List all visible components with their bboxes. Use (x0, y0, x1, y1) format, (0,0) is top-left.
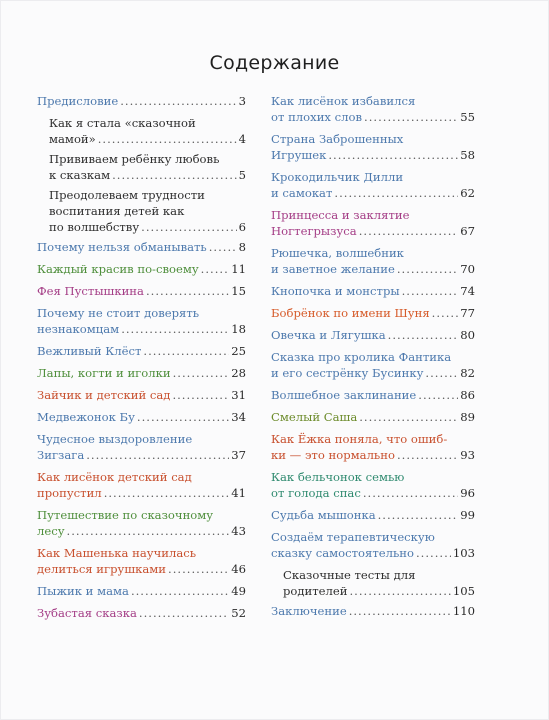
page-number: 49 (231, 584, 246, 598)
toc-entry (37, 283, 246, 299)
toc-entry-title-line: и заветное желание (271, 262, 395, 276)
toc-entry-title-line: Прививаем ребёнку любовь (49, 152, 220, 166)
toc-entry-title-line: Как лисёнок детский сад (37, 470, 192, 484)
toc-entry-title-line: пропустил (37, 486, 102, 500)
dot-leader (334, 185, 458, 201)
page-number: 34 (231, 410, 246, 424)
toc-column-left (37, 93, 246, 627)
toc-entry-title-line: Зайчик и детский сад (37, 388, 171, 402)
toc-entry-title-line: Игрушек (271, 148, 327, 162)
page-number: 110 (452, 604, 475, 618)
toc-entry-title-line: родителей (283, 584, 348, 598)
dot-leader (418, 387, 458, 403)
page-number: 8 (238, 240, 246, 254)
page-number: 58 (460, 148, 475, 162)
toc-entry (271, 207, 475, 239)
toc-entry-last-line (49, 167, 246, 183)
toc-entry-last-line (37, 93, 246, 109)
dot-leader (121, 321, 229, 337)
toc-entry (37, 431, 246, 463)
toc-entry-title-line: Как Ёжка поняла, что ошиб- (271, 432, 448, 446)
toc-entry-title-line: к сказкам (49, 168, 111, 182)
toc-entry (37, 261, 246, 277)
page-number: 4 (238, 132, 246, 146)
toc-entry-title-line: Фея Пустышкина (37, 284, 144, 298)
toc-entry-last-line (37, 343, 246, 359)
dot-leader (168, 561, 229, 577)
toc-entry-last-line (49, 131, 246, 147)
toc-entry-last-line (37, 283, 246, 299)
page-number: 93 (460, 448, 475, 462)
toc-entry (271, 349, 475, 381)
toc-entry-last-line (271, 387, 475, 403)
dot-leader (397, 447, 458, 463)
page-number: 31 (231, 388, 246, 402)
toc-entry-title-line: Медвежонок Бу (37, 410, 135, 424)
toc-entry-title-line: Рюшечка, волшебник (271, 246, 404, 260)
page-number: 55 (460, 110, 475, 124)
toc-entry (37, 387, 246, 403)
dot-leader (402, 283, 459, 299)
dot-leader (139, 605, 229, 621)
dot-leader (363, 485, 458, 501)
dot-leader (349, 603, 451, 619)
dot-leader (350, 583, 451, 599)
toc-entry-title-line: Заключение (271, 604, 347, 618)
toc-entry-last-line (271, 507, 475, 523)
toc-entry (37, 365, 246, 381)
dot-leader (425, 365, 458, 381)
toc-entry-title-line: Кнопочка и монстры (271, 284, 400, 298)
toc-entry-last-line (271, 147, 475, 163)
dot-leader (172, 387, 229, 403)
toc-entry-title-line: и самокат (271, 186, 333, 200)
page-number: 5 (238, 168, 246, 182)
page-number: 77 (460, 306, 475, 320)
dot-leader (209, 239, 237, 255)
toc-entry-title-line: Волшебное заклинание (271, 388, 417, 402)
toc-entry-last-line (271, 409, 475, 425)
toc-entry (37, 93, 246, 109)
toc-entry-title-line: и его сестрёнку Бусинку (271, 366, 424, 380)
toc-entry-title-line: Предисловие (37, 94, 119, 108)
toc-entry-last-line (271, 223, 475, 239)
page-number: 28 (231, 366, 246, 380)
toc-subentry (283, 567, 475, 599)
toc-entry-last-line (271, 545, 475, 561)
toc-entry-title-line: Почему не стоит доверять (37, 306, 200, 320)
page-number: 80 (460, 328, 475, 342)
toc-entry-last-line (37, 387, 246, 403)
toc-entry (37, 343, 246, 359)
toc-entry (37, 545, 246, 577)
toc-entry (271, 603, 475, 619)
dot-leader (364, 109, 458, 125)
toc-entry (271, 327, 475, 343)
toc-subentry (49, 187, 246, 235)
page-number: 96 (460, 486, 475, 500)
toc-entry-title-line: мамой» (49, 132, 96, 146)
dot-leader (112, 167, 237, 183)
toc-entry-title-line: Зубастая сказка (37, 606, 137, 620)
toc-entry-title-line: ки — это нормально (271, 448, 395, 462)
toc-entry-last-line (37, 409, 246, 425)
toc-entry-last-line (271, 603, 475, 619)
toc-entry-title-line: Как Машенька научилась (37, 546, 197, 560)
toc-entry-title-line: сказку самостоятельно (271, 546, 414, 560)
dot-leader (378, 507, 459, 523)
toc-entry-title-line: Принцесса и заклятие (271, 208, 410, 222)
dot-leader (328, 147, 458, 163)
toc-entry (37, 507, 246, 539)
toc-entry-last-line (37, 485, 246, 501)
page-number: 37 (231, 448, 246, 462)
toc-entry-title-line: Вежливый Клёст (37, 344, 142, 358)
toc-entry-title-line: лесу (37, 524, 65, 538)
dot-leader (86, 447, 229, 463)
toc-entry-last-line (271, 261, 475, 277)
toc-entry-last-line (49, 219, 246, 235)
toc-entry-title-line: Создаём терапевтическую (271, 530, 435, 544)
toc-entry-title-line: Почему нельзя обманывать (37, 240, 207, 254)
toc-entry-last-line (37, 365, 246, 381)
dot-leader (104, 485, 230, 501)
toc-entry (271, 305, 475, 321)
page-number: 15 (231, 284, 246, 298)
toc-entry (37, 469, 246, 501)
page-number: 67 (460, 224, 475, 238)
toc-entry-title-line: Судьба мышонка (271, 508, 376, 522)
dot-leader (120, 93, 236, 109)
toc-entry-title-line: Как бельчонок семью (271, 470, 405, 484)
toc-entry-last-line (37, 239, 246, 255)
page-number: 46 (231, 562, 246, 576)
toc-entry (37, 305, 246, 337)
toc-entry-last-line (271, 485, 475, 501)
toc-entry-title-line: Страна Заброшенных (271, 132, 404, 146)
dot-leader (388, 327, 459, 343)
page-number: 11 (231, 262, 246, 276)
toc-entry-title-line: Чудесное выздоровление (37, 432, 193, 446)
toc-entry-last-line (271, 447, 475, 463)
toc-entry (37, 409, 246, 425)
page-number: 3 (238, 94, 246, 108)
dot-leader (359, 409, 458, 425)
toc-entry (37, 583, 246, 599)
dot-leader (359, 223, 459, 239)
toc-entry-last-line (37, 605, 246, 621)
toc-entry (271, 409, 475, 425)
toc-entry-last-line (37, 447, 246, 463)
toc-entry-last-line (37, 261, 246, 277)
toc-entry-title-line: Пыжик и мама (37, 584, 129, 598)
page-number: 82 (460, 366, 475, 380)
page-number: 62 (460, 186, 475, 200)
toc-entry-last-line (283, 583, 475, 599)
dot-leader (137, 409, 229, 425)
dot-leader (131, 583, 229, 599)
dot-leader (98, 131, 237, 147)
dot-leader (397, 261, 458, 277)
toc-entry-last-line (271, 185, 475, 201)
page-number: 43 (231, 524, 246, 538)
dot-leader (432, 305, 459, 321)
toc-subentry (49, 115, 246, 147)
toc-entry-last-line (271, 305, 475, 321)
toc-entry-last-line (271, 283, 475, 299)
page-number: 99 (460, 508, 475, 522)
toc-entry-title-line: Ногтегрызуса (271, 224, 357, 238)
toc-entry-title-line: делиться игрушками (37, 562, 167, 576)
toc-entry-title-line: незнакомцам (37, 322, 120, 336)
dot-leader (141, 219, 236, 235)
toc-entry-title-line: Крокодильчик Дилли (271, 170, 404, 184)
dot-leader (146, 283, 229, 299)
toc-entry-title-line: Лапы, когти и иголки (37, 366, 171, 380)
toc-column-right (271, 93, 475, 625)
toc-entry-title-line: Бобрёнок по имени Шуня (271, 306, 430, 320)
toc-entry-title-line: Преодолеваем трудности (49, 188, 205, 202)
page-number: 103 (452, 546, 475, 560)
toc-entry-title-line: Как я стала «сказочной (49, 116, 196, 130)
toc-subentry (49, 151, 246, 183)
toc-entry-title-line: воспитания детей как (49, 204, 185, 218)
toc-entry (271, 507, 475, 523)
toc-entry-title-line: Смелый Саша (271, 410, 358, 424)
dot-leader (143, 343, 229, 359)
toc-entry (271, 245, 475, 277)
page-number: 18 (231, 322, 246, 336)
dot-leader (201, 261, 230, 277)
page-number: 25 (231, 344, 246, 358)
toc-entry-last-line (37, 583, 246, 599)
page-number: 70 (460, 262, 475, 276)
toc-entry (271, 93, 475, 125)
toc-entry-title-line: Сказка про кролика Фантика (271, 350, 452, 364)
toc-entry (271, 283, 475, 299)
toc-entry (271, 469, 475, 501)
toc-entry-title-line: по волшебству (49, 220, 140, 234)
toc-entry-title-line: Как лисёнок избавился (271, 94, 416, 108)
toc-entry-last-line (271, 365, 475, 381)
page-number: 86 (460, 388, 475, 402)
page-number: 89 (460, 410, 475, 424)
toc-entry-title-line: Зигзага (37, 448, 85, 462)
toc-entry (37, 605, 246, 621)
toc-entry-title-line: от голода спас (271, 486, 361, 500)
dot-leader (416, 545, 451, 561)
toc-entry-last-line (271, 109, 475, 125)
dot-leader (173, 365, 230, 381)
toc-entry-title-line: Сказочные тесты для (283, 568, 416, 582)
toc-entry-last-line (37, 523, 246, 539)
toc-entry (271, 387, 475, 403)
page-number: 41 (231, 486, 246, 500)
page-number: 52 (231, 606, 246, 620)
toc-entry-title-line: от плохих слов (271, 110, 363, 124)
toc-entry-last-line (271, 327, 475, 343)
toc-entry-title-line: Овечка и Лягушка (271, 328, 386, 342)
toc-entry (271, 131, 475, 163)
toc-entry (37, 239, 246, 255)
toc-entry (271, 431, 475, 463)
dot-leader (67, 523, 230, 539)
page-title: Содержание (209, 52, 340, 74)
toc-entry-last-line (37, 561, 246, 577)
toc-entry (271, 529, 475, 561)
page-number: 105 (452, 584, 475, 598)
page-number: 74 (460, 284, 475, 298)
toc-entry (271, 169, 475, 201)
page-number: 6 (238, 220, 246, 234)
toc-entry-title-line: Каждый красив по-своему (37, 262, 199, 276)
toc-entry-last-line (37, 321, 246, 337)
toc-entry-title-line: Путешествие по сказочному (37, 508, 214, 522)
